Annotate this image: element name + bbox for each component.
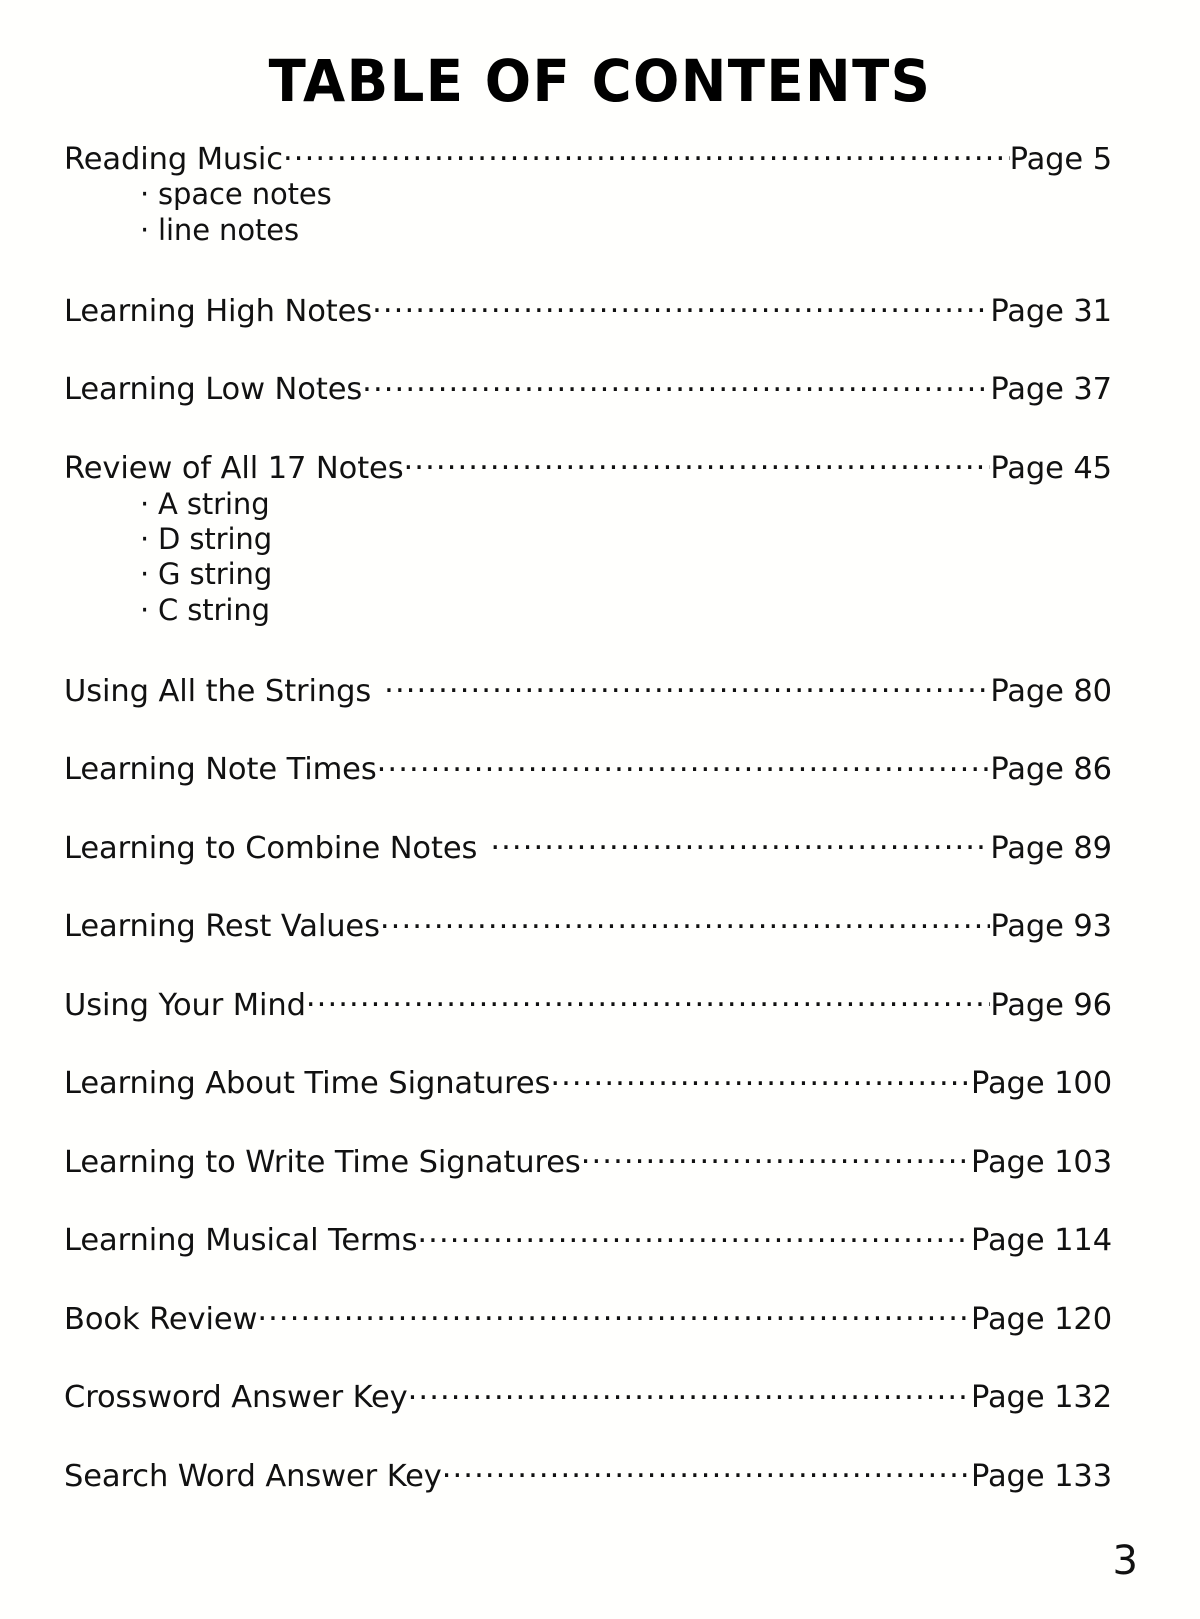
dot-leader bbox=[581, 1141, 971, 1172]
entry-spacer bbox=[64, 1416, 1112, 1455]
toc-entry-row[interactable] bbox=[64, 670, 1112, 709]
toc-entry bbox=[64, 984, 1112, 1023]
toc-entry-row[interactable] bbox=[64, 1377, 1112, 1416]
bullet-icon: · bbox=[140, 177, 150, 212]
toc-subentry-label: C string bbox=[158, 592, 270, 627]
toc-entry bbox=[64, 827, 1112, 866]
toc-entry bbox=[64, 1377, 1112, 1416]
entry-spacer bbox=[64, 248, 1112, 290]
toc-subentry-label: A string bbox=[158, 486, 270, 521]
dot-leader bbox=[404, 447, 991, 478]
toc-entry-title: Using Your Mind bbox=[64, 987, 306, 1023]
toc-entry-page-number: Page 120 bbox=[971, 1301, 1112, 1337]
entry-spacer bbox=[64, 628, 1112, 670]
toc-entry-page-number: Page 133 bbox=[971, 1458, 1112, 1494]
toc-subentry[interactable] bbox=[64, 177, 1112, 212]
entry-spacer bbox=[64, 1181, 1112, 1220]
toc-entry-row[interactable] bbox=[64, 827, 1112, 866]
toc-entry-page-number: Page 31 bbox=[990, 293, 1112, 329]
toc-entry bbox=[64, 670, 1112, 709]
toc-entry-row[interactable] bbox=[64, 1455, 1112, 1494]
toc-subentry-list bbox=[64, 487, 1112, 629]
toc-entry bbox=[64, 749, 1112, 788]
entry-spacer bbox=[64, 1102, 1112, 1141]
toc-subentry-label: space notes bbox=[158, 177, 332, 212]
toc-entry-page-number: Page 114 bbox=[971, 1223, 1112, 1259]
toc-entry-row[interactable] bbox=[64, 906, 1112, 945]
toc-entry-row[interactable] bbox=[64, 749, 1112, 788]
bullet-icon: · bbox=[140, 522, 150, 557]
dot-leader bbox=[362, 369, 990, 400]
entry-spacer bbox=[64, 408, 1112, 447]
toc-entry bbox=[64, 138, 1112, 248]
toc-entry bbox=[64, 1220, 1112, 1259]
toc-entry-page-number: Page 86 bbox=[990, 752, 1112, 788]
toc-entry-title: Learning About Time Signatures bbox=[64, 1066, 551, 1102]
toc-entry-row[interactable] bbox=[64, 1141, 1112, 1180]
dot-leader bbox=[490, 827, 990, 858]
toc-entry-page-number: Page 37 bbox=[990, 372, 1112, 408]
entry-spacer bbox=[64, 1259, 1112, 1298]
toc-entry-page-number: Page 96 bbox=[990, 987, 1112, 1023]
entry-spacer bbox=[64, 1024, 1112, 1063]
page-folio-number: 3 bbox=[1112, 1538, 1138, 1584]
toc-entry-row[interactable] bbox=[64, 1063, 1112, 1102]
toc-entry-title: Learning Musical Terms bbox=[64, 1223, 418, 1259]
toc-subentry-list bbox=[64, 177, 1112, 248]
toc-entry bbox=[64, 369, 1112, 408]
toc-entry-title: Search Word Answer Key bbox=[64, 1458, 442, 1494]
toc-entry bbox=[64, 447, 1112, 628]
toc-entry-title: Book Review bbox=[64, 1301, 258, 1337]
toc-subentry[interactable] bbox=[64, 593, 1112, 628]
toc-entry-title: Crossword Answer Key bbox=[64, 1380, 408, 1416]
entry-spacer bbox=[64, 1338, 1112, 1377]
dot-leader bbox=[372, 290, 990, 321]
toc-entry-row[interactable] bbox=[64, 447, 1112, 486]
bullet-icon: · bbox=[140, 557, 150, 592]
toc-entry bbox=[64, 1298, 1112, 1337]
entry-spacer bbox=[64, 330, 1112, 369]
toc-entry-page-number: Page 103 bbox=[971, 1144, 1112, 1180]
toc-subentry-label: G string bbox=[158, 557, 273, 592]
dot-leader bbox=[306, 984, 990, 1015]
bullet-icon: · bbox=[140, 212, 150, 247]
dot-leader bbox=[550, 1063, 971, 1094]
toc-entry-title: Learning to Write Time Signatures bbox=[64, 1144, 581, 1180]
dot-leader bbox=[384, 670, 990, 701]
toc-entry bbox=[64, 1455, 1112, 1494]
dot-leader bbox=[257, 1298, 971, 1329]
toc-entry-page-number: Page 45 bbox=[990, 450, 1112, 486]
toc-entry bbox=[64, 290, 1112, 329]
toc-entry-row[interactable] bbox=[64, 1220, 1112, 1259]
toc-entry-title: Learning Low Notes bbox=[64, 372, 363, 408]
dot-leader bbox=[377, 749, 991, 780]
toc-entry-title: Learning Rest Values bbox=[64, 909, 380, 945]
toc-entry bbox=[64, 1141, 1112, 1180]
toc-subentry-label: D string bbox=[158, 522, 272, 557]
toc-entry-row[interactable] bbox=[64, 1298, 1112, 1337]
toc-subentry-label: line notes bbox=[158, 212, 299, 247]
toc-entry-page-number: Page 5 bbox=[1009, 141, 1112, 177]
toc-subentry[interactable] bbox=[64, 557, 1112, 592]
toc-entry bbox=[64, 906, 1112, 945]
toc-entry-row[interactable] bbox=[64, 369, 1112, 408]
bullet-icon: · bbox=[140, 592, 150, 627]
toc-subentry[interactable] bbox=[64, 213, 1112, 248]
toc-entry-page-number: Page 93 bbox=[990, 909, 1112, 945]
toc-entry-row[interactable] bbox=[64, 138, 1112, 177]
entry-spacer bbox=[64, 710, 1112, 749]
dot-leader bbox=[380, 906, 990, 937]
dot-leader bbox=[283, 138, 1010, 169]
toc-entry-page-number: Page 80 bbox=[990, 673, 1112, 709]
toc-entry bbox=[64, 1063, 1112, 1102]
toc-entry-title: Learning Note Times bbox=[64, 752, 377, 788]
toc-subentry[interactable] bbox=[64, 487, 1112, 522]
entry-spacer bbox=[64, 788, 1112, 827]
page-title: TABLE OF CONTENTS bbox=[268, 47, 932, 115]
toc-entry-title: Review of All 17 Notes bbox=[64, 450, 404, 486]
toc-subentry[interactable] bbox=[64, 522, 1112, 557]
toc-entry-page-number: Page 89 bbox=[990, 830, 1112, 866]
dot-leader bbox=[442, 1455, 971, 1486]
toc-entry-title: Learning to Combine Notes bbox=[64, 830, 478, 866]
toc-entry-page-number: Page 132 bbox=[971, 1380, 1112, 1416]
toc-entry-list bbox=[64, 138, 1112, 1495]
toc-entry-title: Using All the Strings bbox=[64, 673, 372, 709]
entry-spacer bbox=[64, 945, 1112, 984]
toc-entry-page-number: Page 100 bbox=[971, 1066, 1112, 1102]
toc-entry-row[interactable] bbox=[64, 290, 1112, 329]
toc-entry-row[interactable] bbox=[64, 984, 1112, 1023]
entry-spacer bbox=[64, 867, 1112, 906]
dot-leader bbox=[417, 1220, 971, 1251]
bullet-icon: · bbox=[140, 486, 150, 521]
dot-leader bbox=[408, 1377, 971, 1408]
toc-entry-title: Learning High Notes bbox=[64, 293, 373, 329]
toc-entry-title: Reading Music bbox=[64, 141, 283, 177]
